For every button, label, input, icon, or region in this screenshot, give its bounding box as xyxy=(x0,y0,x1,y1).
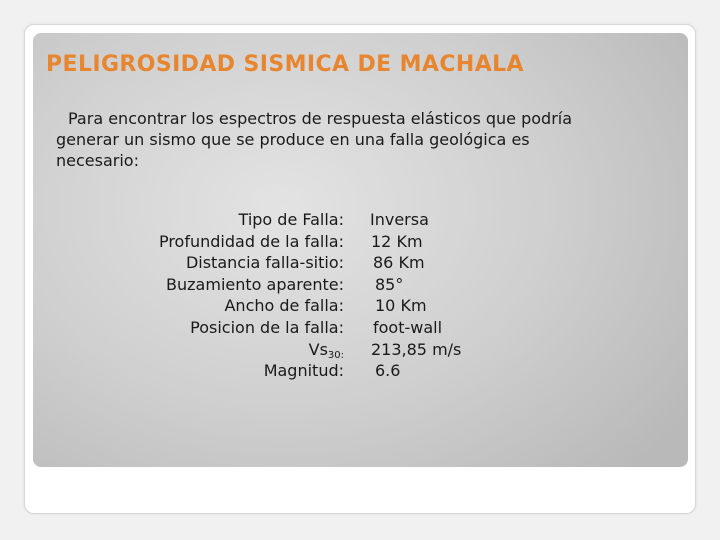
parameter-row-tipo-falla xyxy=(80,209,560,231)
parameter-label: Ancho de falla: xyxy=(224,296,344,316)
parameter-value: Inversa xyxy=(370,210,429,229)
parameter-row-buzamiento xyxy=(80,274,560,296)
parameter-row-magnitud xyxy=(80,360,560,382)
parameter-value: 86 Km xyxy=(373,253,425,273)
parameter-label: Buzamiento aparente: xyxy=(166,274,344,294)
parameter-label-subscript: 30: xyxy=(327,349,344,361)
parameter-value: 85° xyxy=(375,274,404,294)
parameter-label: Magnitud: xyxy=(263,361,344,381)
parameter-label: Tipo de Falla: xyxy=(238,210,344,229)
intro-line: generar un sismo que se produce en una falla geológica es xyxy=(56,130,530,149)
parameter-row-profundidad xyxy=(80,231,560,253)
slide-title: PELIGROSIDAD SISMICA DE MACHALA xyxy=(46,52,524,77)
parameter-value: 213,85 m/s xyxy=(371,339,462,359)
intro-paragraph xyxy=(56,108,656,171)
parameter-label: Distancia falla-sitio: xyxy=(185,253,344,273)
parameter-label: Profundidad de la falla: xyxy=(158,231,344,251)
intro-line: Para encontrar los espectros de respuesta elásticos que podría xyxy=(68,109,573,128)
parameter-label-main: Vs xyxy=(308,339,328,359)
intro-line: necesario: xyxy=(56,151,139,170)
parameter-value: 12 Km xyxy=(371,231,423,251)
parameter-label: Posicion de la falla: xyxy=(190,317,344,337)
parameter-label xyxy=(80,339,344,361)
parameter-list xyxy=(80,209,560,382)
parameter-row-distancia xyxy=(80,252,560,274)
parameter-row-vs30 xyxy=(80,339,560,361)
parameter-value: 6.6 xyxy=(375,361,401,381)
parameter-row-posicion xyxy=(80,317,560,339)
parameter-value: foot-wall xyxy=(373,317,443,337)
parameter-value: 10 Km xyxy=(375,296,427,316)
parameter-row-ancho xyxy=(80,295,560,317)
